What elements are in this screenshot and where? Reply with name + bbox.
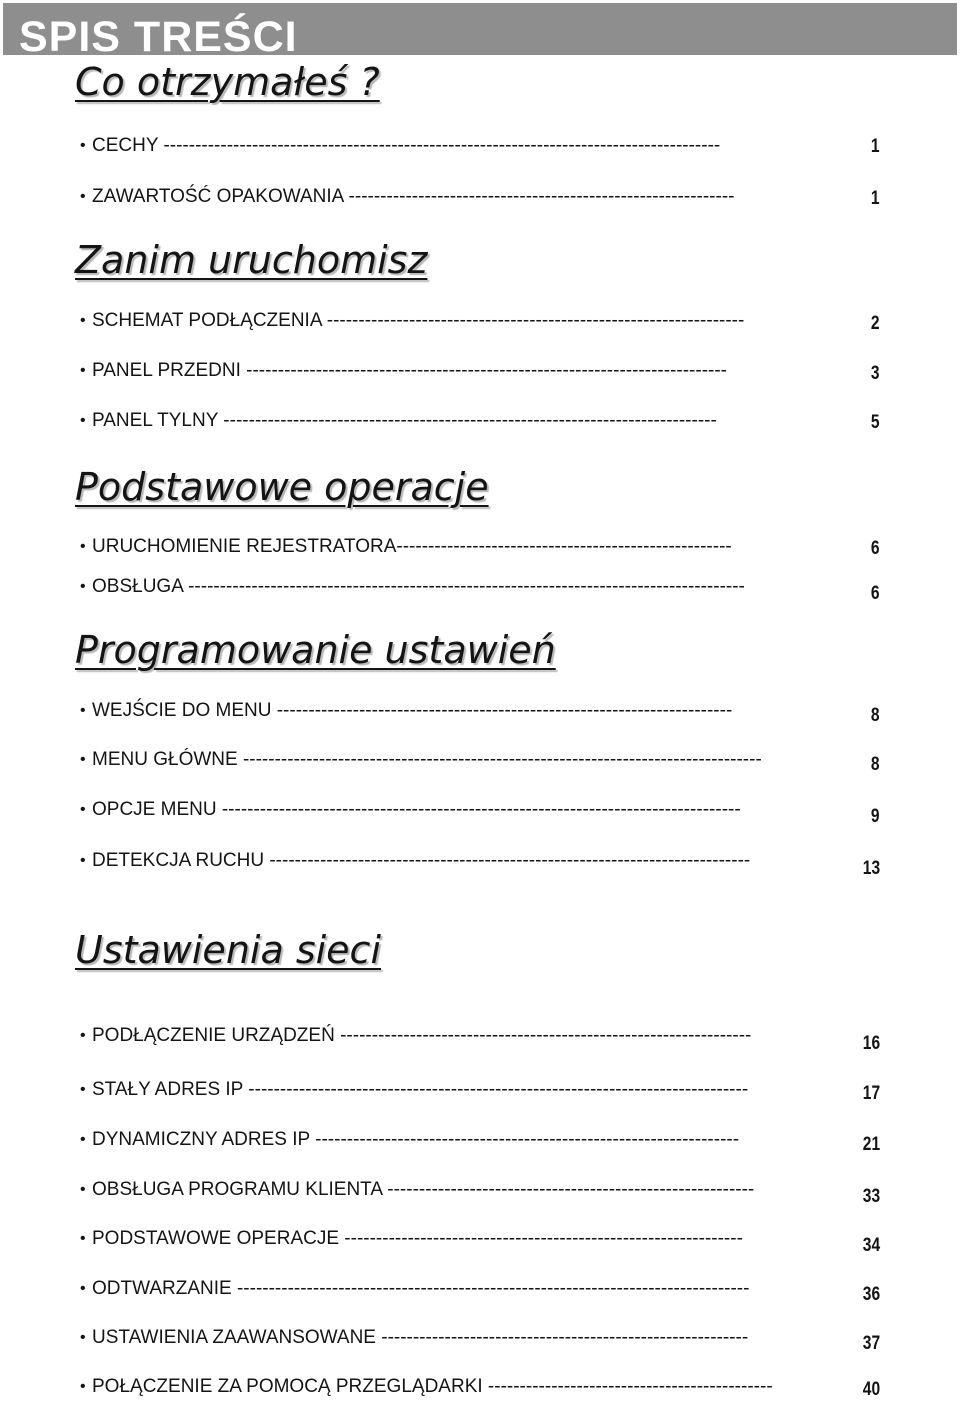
bullet-icon: •	[80, 1230, 86, 1247]
toc-entry-label: WEJŚCIE DO MENU ------------------------------------------------------------------------	[92, 700, 733, 721]
toc-entry-label: MENU GŁÓWNE ----------------------------------------------------------------------------------	[92, 749, 762, 770]
toc-entry[interactable]	[80, 1177, 880, 1207]
toc-entry-label: CECHY ----------------------------------------------------------------------------------------	[92, 135, 721, 156]
toc-entry[interactable]	[80, 1127, 880, 1157]
toc-entry[interactable]	[80, 308, 880, 338]
toc-entry-page: 36	[862, 1284, 880, 1305]
bullet-icon: •	[80, 538, 86, 555]
section-heading: Programowanie ustawień	[75, 628, 556, 672]
toc-entry[interactable]	[80, 408, 880, 438]
toc-entry[interactable]	[80, 698, 880, 728]
toc-entry-page: 40	[862, 1379, 880, 1400]
toc-entry-page: 9	[871, 806, 880, 827]
bullet-icon: •	[80, 751, 86, 768]
bullet-icon: •	[80, 1027, 86, 1044]
toc-entry-label: USTAWIENIA ZAAWANSOWANE ----------------------------------------------------------	[92, 1327, 749, 1348]
bullet-icon: •	[80, 801, 86, 818]
toc-entry-page: 16	[862, 1033, 880, 1054]
toc-entry-page: 1	[871, 136, 880, 157]
bullet-icon: •	[80, 412, 86, 429]
toc-entry-page: 8	[871, 705, 880, 726]
toc-entry[interactable]	[80, 574, 880, 604]
toc-entry[interactable]	[80, 797, 880, 827]
toc-entry[interactable]	[80, 358, 880, 388]
toc-entry-page: 3	[871, 363, 880, 384]
toc-entry-page: 8	[871, 754, 880, 775]
toc-entry[interactable]	[80, 1077, 880, 1107]
toc-entry-page: 17	[862, 1083, 880, 1104]
section-heading: Ustawienia sieci	[75, 928, 382, 972]
bullet-icon: •	[80, 1081, 86, 1098]
bullet-icon: •	[80, 1329, 86, 1346]
bullet-icon: •	[80, 362, 86, 379]
section-heading: Zanim uruchomisz	[75, 238, 428, 282]
toc-entry[interactable]	[80, 1023, 880, 1053]
toc-entry-page: 34	[862, 1235, 880, 1256]
toc-entry[interactable]	[80, 534, 880, 564]
toc-entry-label: PANEL TYLNY ------------------------------------------------------------------------------	[92, 410, 717, 431]
toc-entry[interactable]	[80, 747, 880, 777]
toc-entry-label: PODSTAWOWE OPERACJE ---------------------------------------------------------------	[92, 1228, 743, 1249]
title-bar	[3, 3, 957, 61]
toc-entry[interactable]	[80, 184, 880, 214]
toc-entry[interactable]	[80, 848, 880, 878]
toc-entry-label: DYNAMICZNY ADRES IP -------------------------------------------------------------------	[92, 1129, 740, 1150]
toc-entry-label: STAŁY ADRES IP -------------------------------------------------------------------------------	[92, 1079, 749, 1100]
bullet-icon: •	[80, 1280, 86, 1297]
toc-entry-label: PANEL PRZEDNI ----------------------------------------------------------------------------	[92, 360, 728, 381]
toc-entry-page: 2	[871, 313, 880, 334]
toc-entry[interactable]	[80, 1276, 880, 1306]
toc-entry-label: URUCHOMIENIE REJESTRATORA-----------------------------------------------------	[92, 536, 732, 557]
section-heading: Podstawowe operacje	[75, 465, 489, 509]
bullet-icon: •	[80, 702, 86, 719]
bullet-icon: •	[80, 578, 86, 595]
bullet-icon: •	[80, 1131, 86, 1148]
toc-entry-label: ODTWARZANIE ---------------------------------------------------------------------------------	[92, 1278, 750, 1299]
toc-entry-page: 13	[862, 858, 880, 879]
toc-entry-page: 1	[871, 188, 880, 209]
toc-entry[interactable]	[80, 1325, 880, 1355]
bullet-icon: •	[80, 312, 86, 329]
toc-entry-label: OBSŁUGA PROGRAMU KLIENTA ----------------------------------------------------------	[92, 1179, 755, 1200]
bullet-icon: •	[80, 1181, 86, 1198]
toc-entry-label: POŁĄCZENIE ZA POMOCĄ PRZEGLĄDARKI ---------------------------------------------	[92, 1376, 773, 1397]
toc-entry-label: SCHEMAT PODŁĄCZENIA ------------------------------------------------------------------	[92, 310, 745, 331]
bullet-icon: •	[80, 852, 86, 869]
toc-entry-label: ZAWARTOŚĆ OPAKOWANIA -------------------------------------------------------------	[92, 186, 735, 207]
page-title: SPIS TREŚCI	[19, 13, 298, 61]
toc-entry-label: OBSŁUGA ----------------------------------------------------------------------------------------	[92, 576, 745, 597]
toc-entry[interactable]	[80, 133, 880, 163]
toc-entry-label: PODŁĄCZENIE URZĄDZEŃ -----------------------------------------------------------------	[92, 1025, 752, 1046]
toc-entry-page: 6	[871, 538, 880, 559]
toc-entry-page: 37	[862, 1333, 880, 1354]
bullet-icon: •	[80, 188, 86, 205]
section-heading: Co otrzymałeś ?	[75, 60, 380, 104]
toc-entry-label: OPCJE MENU ----------------------------------------------------------------------------------	[92, 799, 741, 820]
toc-entry-page: 5	[871, 412, 880, 433]
toc-entry-label: DETEKCJA RUCHU ----------------------------------------------------------------------------	[92, 850, 751, 871]
toc-entry-page: 6	[871, 583, 880, 604]
bullet-icon: •	[80, 1378, 86, 1395]
toc-entry-page: 21	[862, 1134, 880, 1155]
toc-entry-page: 33	[862, 1186, 880, 1207]
toc-entry[interactable]	[80, 1226, 880, 1256]
bullet-icon: •	[80, 137, 86, 154]
